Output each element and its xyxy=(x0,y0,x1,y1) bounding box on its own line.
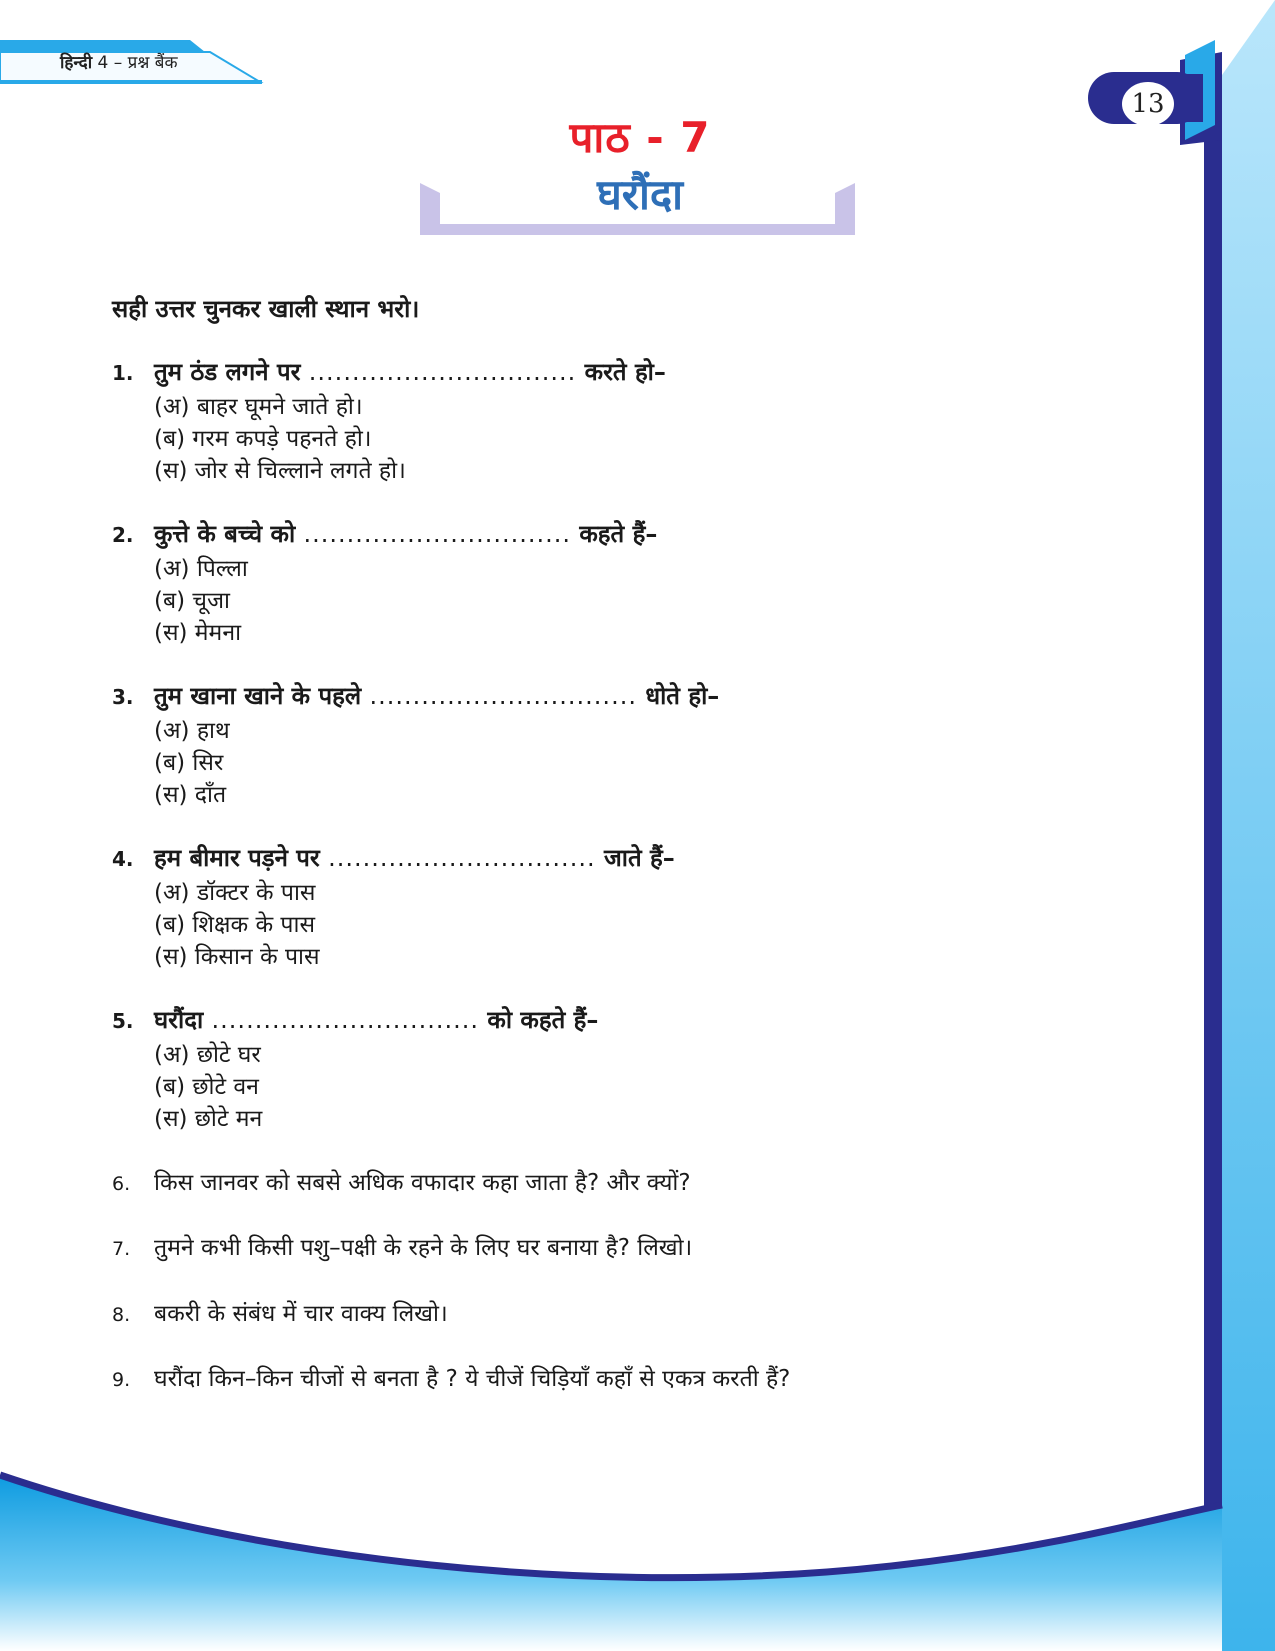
header-grade: 4 xyxy=(97,53,109,73)
answer-blank: ............................... xyxy=(328,844,596,872)
question-number: 2. xyxy=(112,523,134,547)
question-text-end: जाते हैं– xyxy=(603,844,675,872)
short-question xyxy=(112,1165,691,1197)
question-text: तुमने कभी किसी पशु–पक्षी के रहने के लिए घर बनाया है? लिखो। xyxy=(154,1235,693,1261)
question-number: 9. xyxy=(112,1369,131,1391)
question-number: 4. xyxy=(112,847,134,871)
question-text: बकरी के संबंध में चार वाक्य लिखो। xyxy=(154,1301,448,1327)
option: (ब) सिर xyxy=(154,750,224,776)
question-text: हम बीमार पड़ने पर xyxy=(154,844,320,872)
header-subject: हिन्दी xyxy=(60,53,93,73)
question-text: तुम ठंड लगने पर xyxy=(154,358,301,386)
option: (ब) शिक्षक के पास xyxy=(154,912,315,938)
option: (अ) छोटे घर xyxy=(154,1042,261,1068)
question-text: घरौंदा xyxy=(154,1006,204,1034)
question-text-end: धोते हो– xyxy=(645,682,720,710)
short-question xyxy=(112,1296,448,1328)
question-number: 8. xyxy=(112,1304,131,1326)
answer-blank: ............................... xyxy=(308,358,577,386)
answer-blank: ............................... xyxy=(211,1006,480,1034)
mcq-question xyxy=(112,517,657,647)
question-number: 3. xyxy=(112,685,134,709)
option: (स) जोर से चिल्लाने लगते हो। xyxy=(154,458,406,484)
bottom-wave xyxy=(0,1475,1222,1651)
page-number: 13 xyxy=(1122,82,1174,126)
answer-blank: ............................... xyxy=(369,682,637,710)
question-number: 5. xyxy=(112,1009,134,1033)
question-text-end: को कहते हैं– xyxy=(487,1006,599,1034)
option: (स) मेमना xyxy=(154,620,242,646)
option: (अ) पिल्ला xyxy=(154,556,248,582)
short-question xyxy=(112,1361,790,1393)
question-text-end: कहते हैं– xyxy=(579,520,658,548)
lesson-title: पाठ - 7 xyxy=(569,113,711,162)
option: (स) छोटे मन xyxy=(154,1106,263,1132)
option: (ब) छोटे वन xyxy=(154,1074,259,1100)
right-side-panel xyxy=(1180,0,1275,1651)
question-text-end: करते हो– xyxy=(584,358,666,386)
option: (अ) हाथ xyxy=(154,718,230,744)
instruction: सही उत्तर चुनकर खाली स्थान भरो। xyxy=(112,295,420,323)
mcq-question xyxy=(112,679,719,809)
mcq-question xyxy=(112,1003,598,1133)
answer-blank: ............................... xyxy=(303,520,572,548)
option: (अ) डॉक्टर के पास xyxy=(154,880,316,906)
option: (ब) गरम कपड़े पहनते हो। xyxy=(154,426,372,452)
option: (ब) चूजा xyxy=(154,588,231,614)
short-question xyxy=(112,1230,692,1262)
header-breadcrumb xyxy=(60,50,178,73)
question-text: किस जानवर को सबसे अधिक वफादार कहा जाता है? और क्यों? xyxy=(154,1170,691,1196)
option: (स) दाँत xyxy=(154,782,227,808)
question-number: 7. xyxy=(112,1238,131,1260)
option: (स) किसान के पास xyxy=(154,944,320,970)
question-text: कुत्ते के बच्चे को xyxy=(154,520,296,548)
option: (अ) बाहर घूमने जाते हो। xyxy=(154,394,363,420)
header-book: – प्रश्न बैंक xyxy=(113,53,178,73)
question-number: 6. xyxy=(112,1173,131,1195)
mcq-question xyxy=(112,841,675,971)
question-number: 1. xyxy=(112,361,134,385)
mcq-question xyxy=(112,355,666,485)
question-text: तुम खाना खाने के पहले xyxy=(154,682,362,710)
lesson-name: घरौंदा xyxy=(596,170,684,219)
question-text: घरौंदा किन–किन चीजों से बनता है ? ये चीजें चिड़ियाँ कहाँ से एकत्र करती हैं? xyxy=(154,1366,791,1392)
